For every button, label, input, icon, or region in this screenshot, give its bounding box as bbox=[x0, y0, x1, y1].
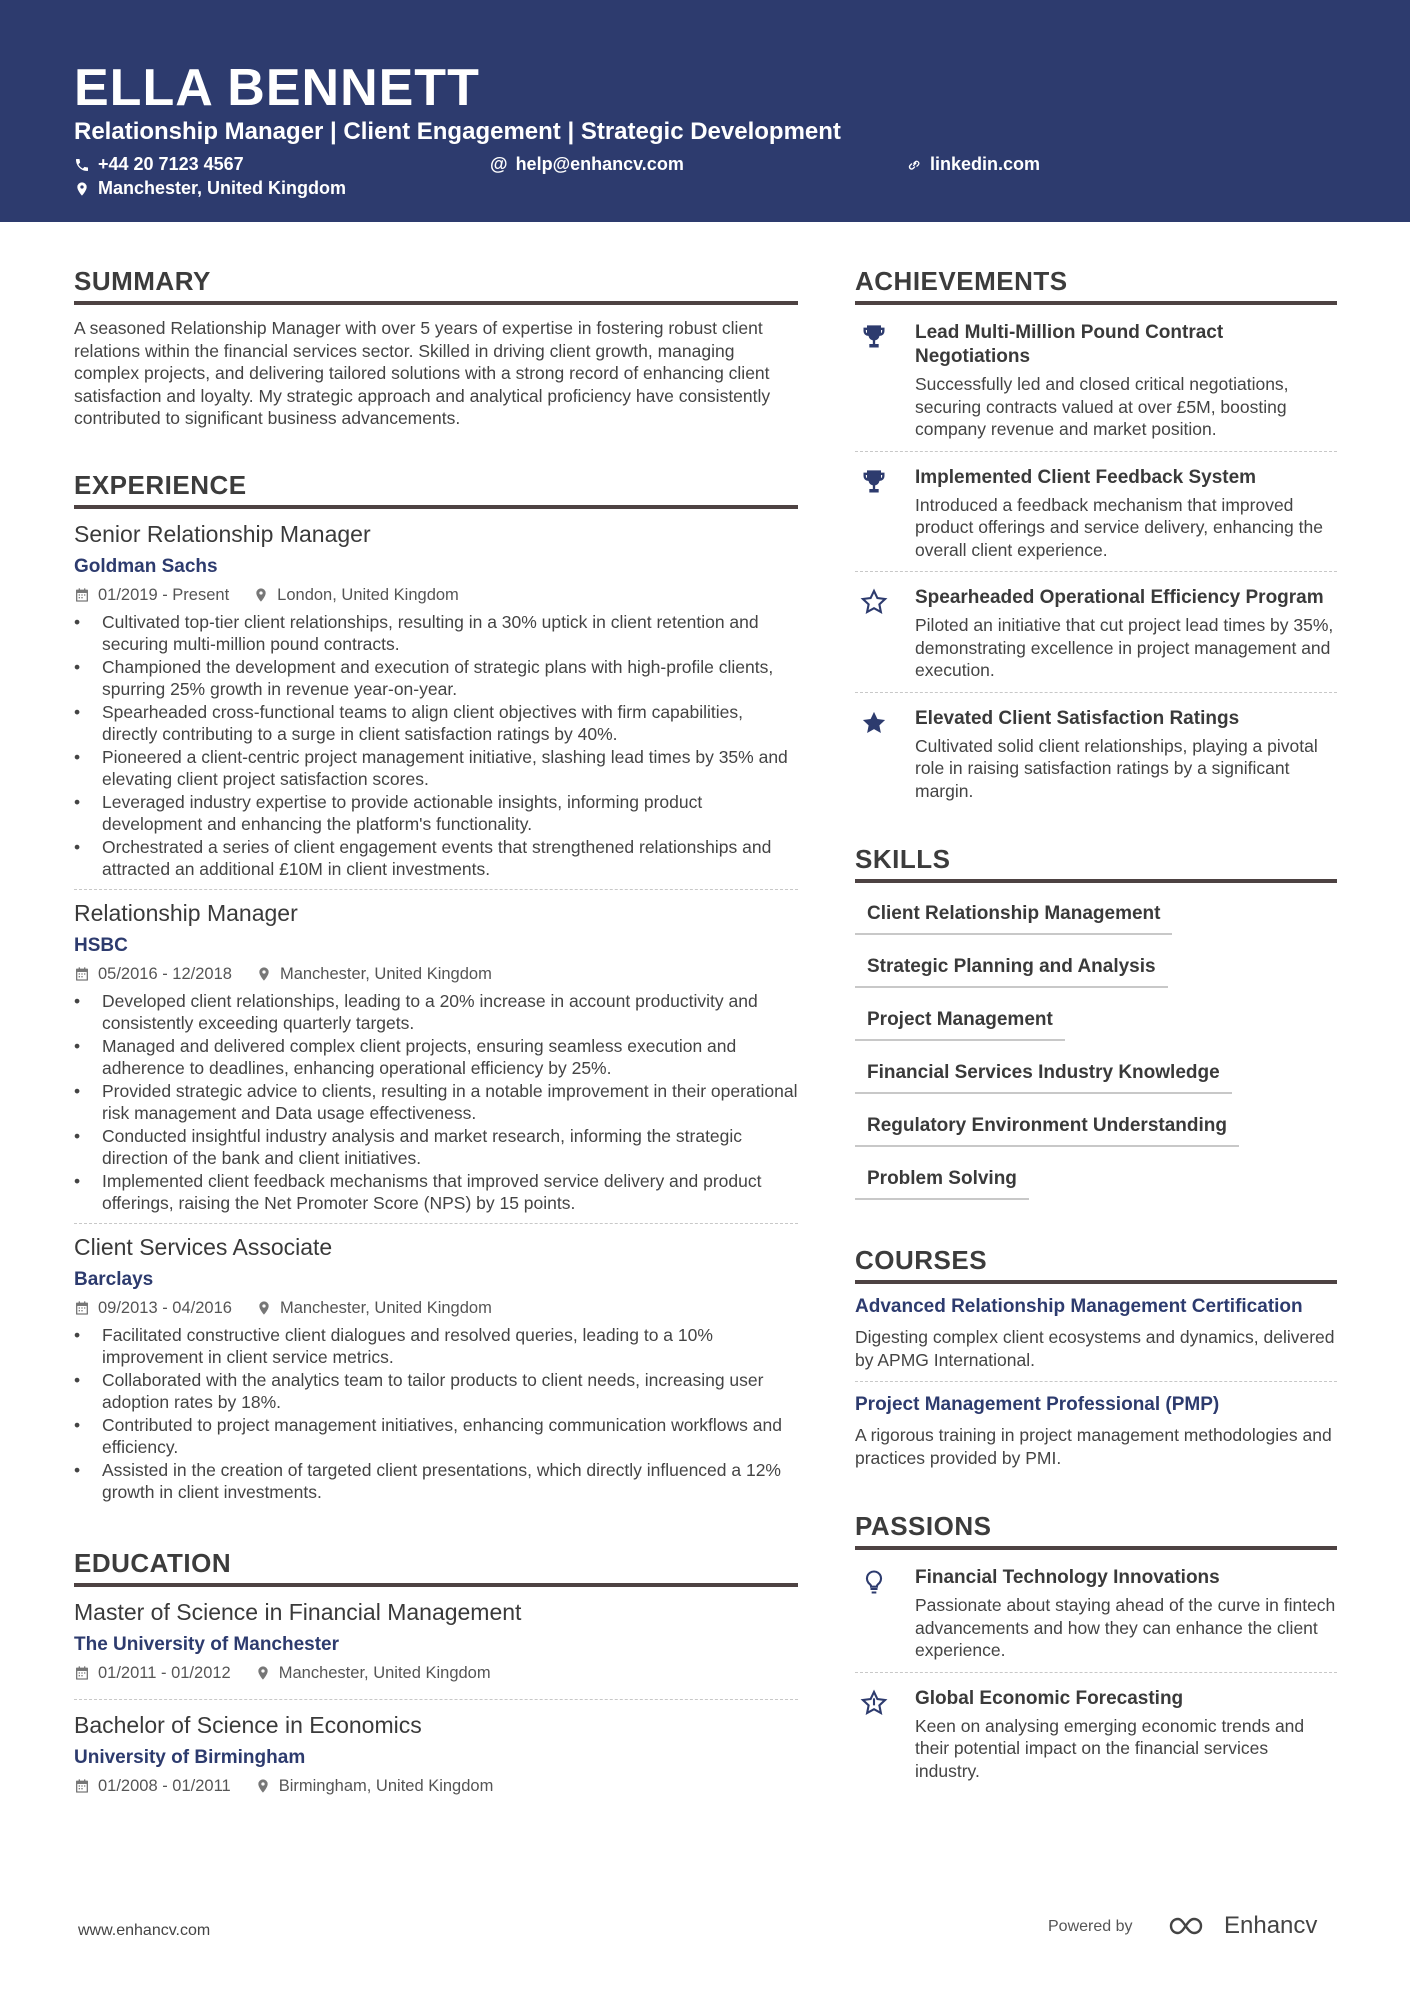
job-location-text: Manchester, United Kingdom bbox=[279, 964, 492, 983]
location-pin-icon bbox=[74, 181, 90, 197]
courses-heading: COURSES bbox=[855, 1245, 1337, 1284]
job-location-text: Manchester, United Kingdom bbox=[279, 1298, 492, 1317]
company-name: Barclays bbox=[74, 1268, 154, 1290]
contact-linkedin[interactable] bbox=[906, 154, 1040, 175]
education-location-text: Birmingham, United Kingdom bbox=[278, 1776, 494, 1795]
company-name: Goldman Sachs bbox=[74, 555, 218, 577]
education-dates bbox=[74, 1777, 231, 1796]
lightbulb-icon bbox=[860, 1568, 888, 1596]
skill-tag: Problem Solving bbox=[855, 1164, 1029, 1200]
brand-name: Enhancv bbox=[1224, 1912, 1318, 1939]
education-meta bbox=[74, 1777, 798, 1796]
skills-section bbox=[855, 844, 1337, 1217]
skills-heading: SKILLS bbox=[855, 844, 1337, 883]
skill-tag: Strategic Planning and Analysis bbox=[855, 952, 1168, 988]
school-name: The University of Manchester bbox=[74, 1633, 340, 1655]
bullet: • Cultivated top-tier client relationships, resulting in a 30% uptick in client retention and securing multi-million pound contracts. bbox=[74, 611, 798, 656]
course-title: Project Management Professional (PMP) bbox=[855, 1394, 1220, 1415]
at-icon: @ bbox=[490, 154, 508, 174]
bullet: • Contributed to project management initiatives, enhancing communication workflows and efficiency. bbox=[74, 1414, 798, 1459]
experience-entry bbox=[74, 521, 798, 890]
experience-section bbox=[74, 470, 798, 1512]
candidate-tagline: Relationship Manager | Client Engagement | Strategic Development bbox=[74, 118, 841, 145]
education-dates bbox=[74, 1664, 231, 1683]
brand-logo[interactable] bbox=[1168, 1912, 1317, 1940]
achievement-item bbox=[855, 317, 1337, 452]
job-dates-text: 09/2013 - 04/2016 bbox=[98, 1298, 232, 1317]
education-location-text: Manchester, United Kingdom bbox=[278, 1663, 491, 1682]
degree-title: Bachelor of Science in Economics bbox=[74, 1711, 422, 1738]
job-location bbox=[256, 1299, 492, 1318]
location-pin-icon bbox=[253, 587, 269, 603]
achievement-item bbox=[855, 582, 1337, 693]
achievement-title: Lead Multi-Million Pound Contract Negotiations bbox=[915, 322, 1224, 367]
linkedin-text[interactable]: linkedin.com bbox=[930, 154, 1041, 174]
company-name: HSBC bbox=[74, 934, 128, 956]
achievement-desc: Successfully led and closed critical negotiations, securing contracts valued at over £5M, boosting company revenue and market position. bbox=[915, 374, 1289, 439]
skill-tag: Financial Services Industry Knowledge bbox=[855, 1058, 1232, 1094]
passion-desc: Passionate about staying ahead of the curve in fintech advancements and how they can enhance the client experience. bbox=[915, 1595, 1336, 1660]
bullet: • Facilitated constructive client dialogues and resolved queries, leading to a 10% improvement in client service metrics. bbox=[74, 1324, 798, 1369]
job-meta bbox=[74, 586, 798, 605]
bullet: • Pioneered a client-centric project management initiative, slashing lead times by 35% and elevating client project satisfaction scores. bbox=[74, 746, 798, 791]
phone-icon bbox=[74, 157, 90, 173]
job-dates bbox=[74, 586, 229, 605]
job-title: Senior Relationship Manager bbox=[74, 520, 371, 547]
bullet: • Championed the development and execution of strategic plans with high-profile clients, spurring 25% growth in revenue year-on-year. bbox=[74, 656, 798, 701]
calendar-icon bbox=[74, 1665, 90, 1681]
location-pin-icon bbox=[255, 1778, 271, 1794]
education-dates-text: 01/2011 - 01/2012 bbox=[98, 1663, 231, 1682]
calendar-icon bbox=[74, 966, 90, 982]
job-bullets bbox=[74, 611, 798, 881]
job-location-text: London, United Kingdom bbox=[277, 585, 459, 604]
skill-tag: Client Relationship Management bbox=[855, 899, 1172, 935]
course-item bbox=[855, 1296, 1337, 1382]
achievement-title: Spearheaded Operational Efficiency Program bbox=[915, 587, 1324, 608]
job-title: Client Services Associate bbox=[74, 1233, 333, 1260]
course-title: Advanced Relationship Management Certification bbox=[855, 1296, 1303, 1317]
calendar-icon bbox=[74, 1300, 90, 1316]
courses-section bbox=[855, 1245, 1337, 1479]
trophy-icon bbox=[860, 468, 888, 496]
education-location bbox=[255, 1664, 491, 1683]
star-outline-icon bbox=[860, 588, 888, 616]
calendar-icon bbox=[74, 1778, 90, 1794]
job-dates bbox=[74, 965, 232, 984]
summary-heading: SUMMARY bbox=[74, 266, 798, 305]
phone-text: +44 20 7123 4567 bbox=[98, 154, 244, 174]
enhancv-logo-icon bbox=[1168, 1914, 1214, 1938]
contact-location bbox=[74, 178, 346, 199]
job-title: Relationship Manager bbox=[74, 899, 298, 926]
achievement-title: Implemented Client Feedback System bbox=[915, 466, 1257, 488]
education-entry bbox=[74, 1599, 798, 1700]
achievement-desc: Introduced a feedback mechanism that improved product offerings and service delivery, enhancing the overall client experience. bbox=[915, 494, 1323, 560]
job-dates-text: 01/2019 - Present bbox=[98, 585, 230, 604]
passions-section bbox=[855, 1511, 1337, 1792]
job-location bbox=[256, 965, 492, 984]
summary-section bbox=[74, 266, 798, 430]
bullet: • Spearheaded cross-functional teams to align client objectives with firm capabilities, directly contributing to a surge in client satisfaction ratings by 40%. bbox=[74, 701, 798, 746]
bullet: • Managed and delivered complex client projects, ensuring seamless execution and adherence to deadlines, enhancing operational efficiency by 25%. bbox=[74, 1035, 798, 1080]
location-pin-icon bbox=[255, 1665, 271, 1681]
degree-title: Master of Science in Financial Management bbox=[74, 1598, 522, 1625]
resume-header bbox=[0, 0, 1410, 222]
passion-item bbox=[855, 1562, 1337, 1673]
bullet: • Leveraged industry expertise to provide actionable insights, informing product development and enhancing the platform's functionality. bbox=[74, 791, 798, 836]
education-dates-text: 01/2008 - 01/2011 bbox=[98, 1776, 231, 1795]
achievement-title: Elevated Client Satisfaction Ratings bbox=[915, 707, 1240, 729]
email-text[interactable]: help@enhancv.com bbox=[515, 154, 684, 174]
achievement-desc: Cultivated solid client relationships, playing a pivotal role in raising satisfaction ratings by a significant margin. bbox=[915, 735, 1318, 801]
star-filled-icon bbox=[860, 709, 888, 737]
footer-url[interactable]: www.enhancv.com bbox=[78, 1922, 211, 1939]
education-section bbox=[74, 1548, 798, 1812]
powered-by-label: Powered by bbox=[1048, 1918, 1133, 1935]
bullet: • Developed client relationships, leading to a 20% increase in account productivity and consistently exceeding quarterly targets. bbox=[74, 990, 798, 1035]
achievements-heading: ACHIEVEMENTS bbox=[855, 266, 1337, 305]
education-meta bbox=[74, 1664, 798, 1683]
location-text: Manchester, United Kingdom bbox=[98, 178, 347, 198]
contact-email[interactable] bbox=[490, 154, 684, 175]
passion-item bbox=[855, 1683, 1337, 1793]
link-icon bbox=[906, 157, 922, 173]
bullet: • Orchestrated a series of client engagement events that strengthened relationships and attracted an additional £10M in client investments. bbox=[74, 836, 798, 881]
candidate-name: ELLA BENNETT bbox=[74, 59, 480, 117]
location-pin-icon bbox=[256, 1300, 272, 1316]
passion-desc: Keen on analysing emerging economic trends and their potential impact on the financial services industry. bbox=[915, 1715, 1305, 1781]
course-desc: A rigorous training in project management methodologies and practices provided by PMI. bbox=[855, 1425, 1332, 1468]
job-bullets bbox=[74, 1324, 798, 1504]
passion-title: Financial Technology Innovations bbox=[915, 1567, 1220, 1588]
experience-entry bbox=[74, 900, 798, 1224]
skill-tag: Project Management bbox=[855, 1005, 1065, 1041]
achievement-item bbox=[855, 462, 1337, 573]
job-dates-text: 05/2016 - 12/2018 bbox=[98, 964, 232, 983]
calendar-icon bbox=[74, 587, 90, 603]
education-entry bbox=[74, 1712, 798, 1812]
right-column bbox=[855, 266, 1337, 1802]
left-column bbox=[74, 266, 798, 1824]
education-location bbox=[255, 1777, 494, 1796]
contact-phone bbox=[74, 154, 244, 175]
achievement-item bbox=[855, 703, 1337, 813]
achievement-desc: Piloted an initiative that cut project lead times by 35%, demonstrating excellence in project management and execution. bbox=[915, 615, 1334, 680]
bullet: • Collaborated with the analytics team to tailor products to client needs, increasing user adoption rates by 18%. bbox=[74, 1369, 798, 1414]
course-desc: Digesting complex client ecosystems and dynamics, delivered by APMG International. bbox=[855, 1327, 1335, 1370]
job-meta bbox=[74, 1299, 798, 1318]
summary-text: A seasoned Relationship Manager with over 5 years of expertise in fostering robust client relations within the financial services sector. Skilled in driving client growth, managing complex projects, and delivering tailored solutions with a strong record of enhancing client satisfaction and loyalty. My strategic approach and analytical proficiency have consistently contributed to significant business advancements. bbox=[74, 318, 771, 428]
job-location bbox=[253, 586, 459, 605]
achievements-section bbox=[855, 266, 1337, 812]
school-name: University of Birmingham bbox=[74, 1746, 306, 1768]
education-heading: EDUCATION bbox=[74, 1548, 798, 1587]
job-bullets bbox=[74, 990, 798, 1215]
job-meta bbox=[74, 965, 798, 984]
bullet: • Assisted in the creation of targeted client presentations, which directly influenced a 12% growth in client investments. bbox=[74, 1459, 798, 1504]
job-dates bbox=[74, 1299, 232, 1318]
bullet: • Implemented client feedback mechanisms that improved service delivery and product offerings, raising the Net Promoter Score (NPS) by 15 points. bbox=[74, 1170, 798, 1215]
passions-heading: PASSIONS bbox=[855, 1511, 1337, 1550]
trophy-icon bbox=[860, 323, 888, 351]
experience-entry bbox=[74, 1234, 798, 1512]
location-pin-icon bbox=[256, 966, 272, 982]
experience-heading: EXPERIENCE bbox=[74, 470, 798, 509]
star-sparkle-icon bbox=[860, 1689, 888, 1717]
passion-title: Global Economic Forecasting bbox=[915, 1687, 1184, 1709]
course-item bbox=[855, 1394, 1337, 1479]
bullet: • Conducted insightful industry analysis and market research, informing the strategic direction of the bank and client initiatives. bbox=[74, 1125, 798, 1170]
skill-tag: Regulatory Environment Understanding bbox=[855, 1111, 1239, 1147]
bullet: • Provided strategic advice to clients, resulting in a notable improvement in their operational risk management and Data usage effectiveness. bbox=[74, 1080, 798, 1125]
